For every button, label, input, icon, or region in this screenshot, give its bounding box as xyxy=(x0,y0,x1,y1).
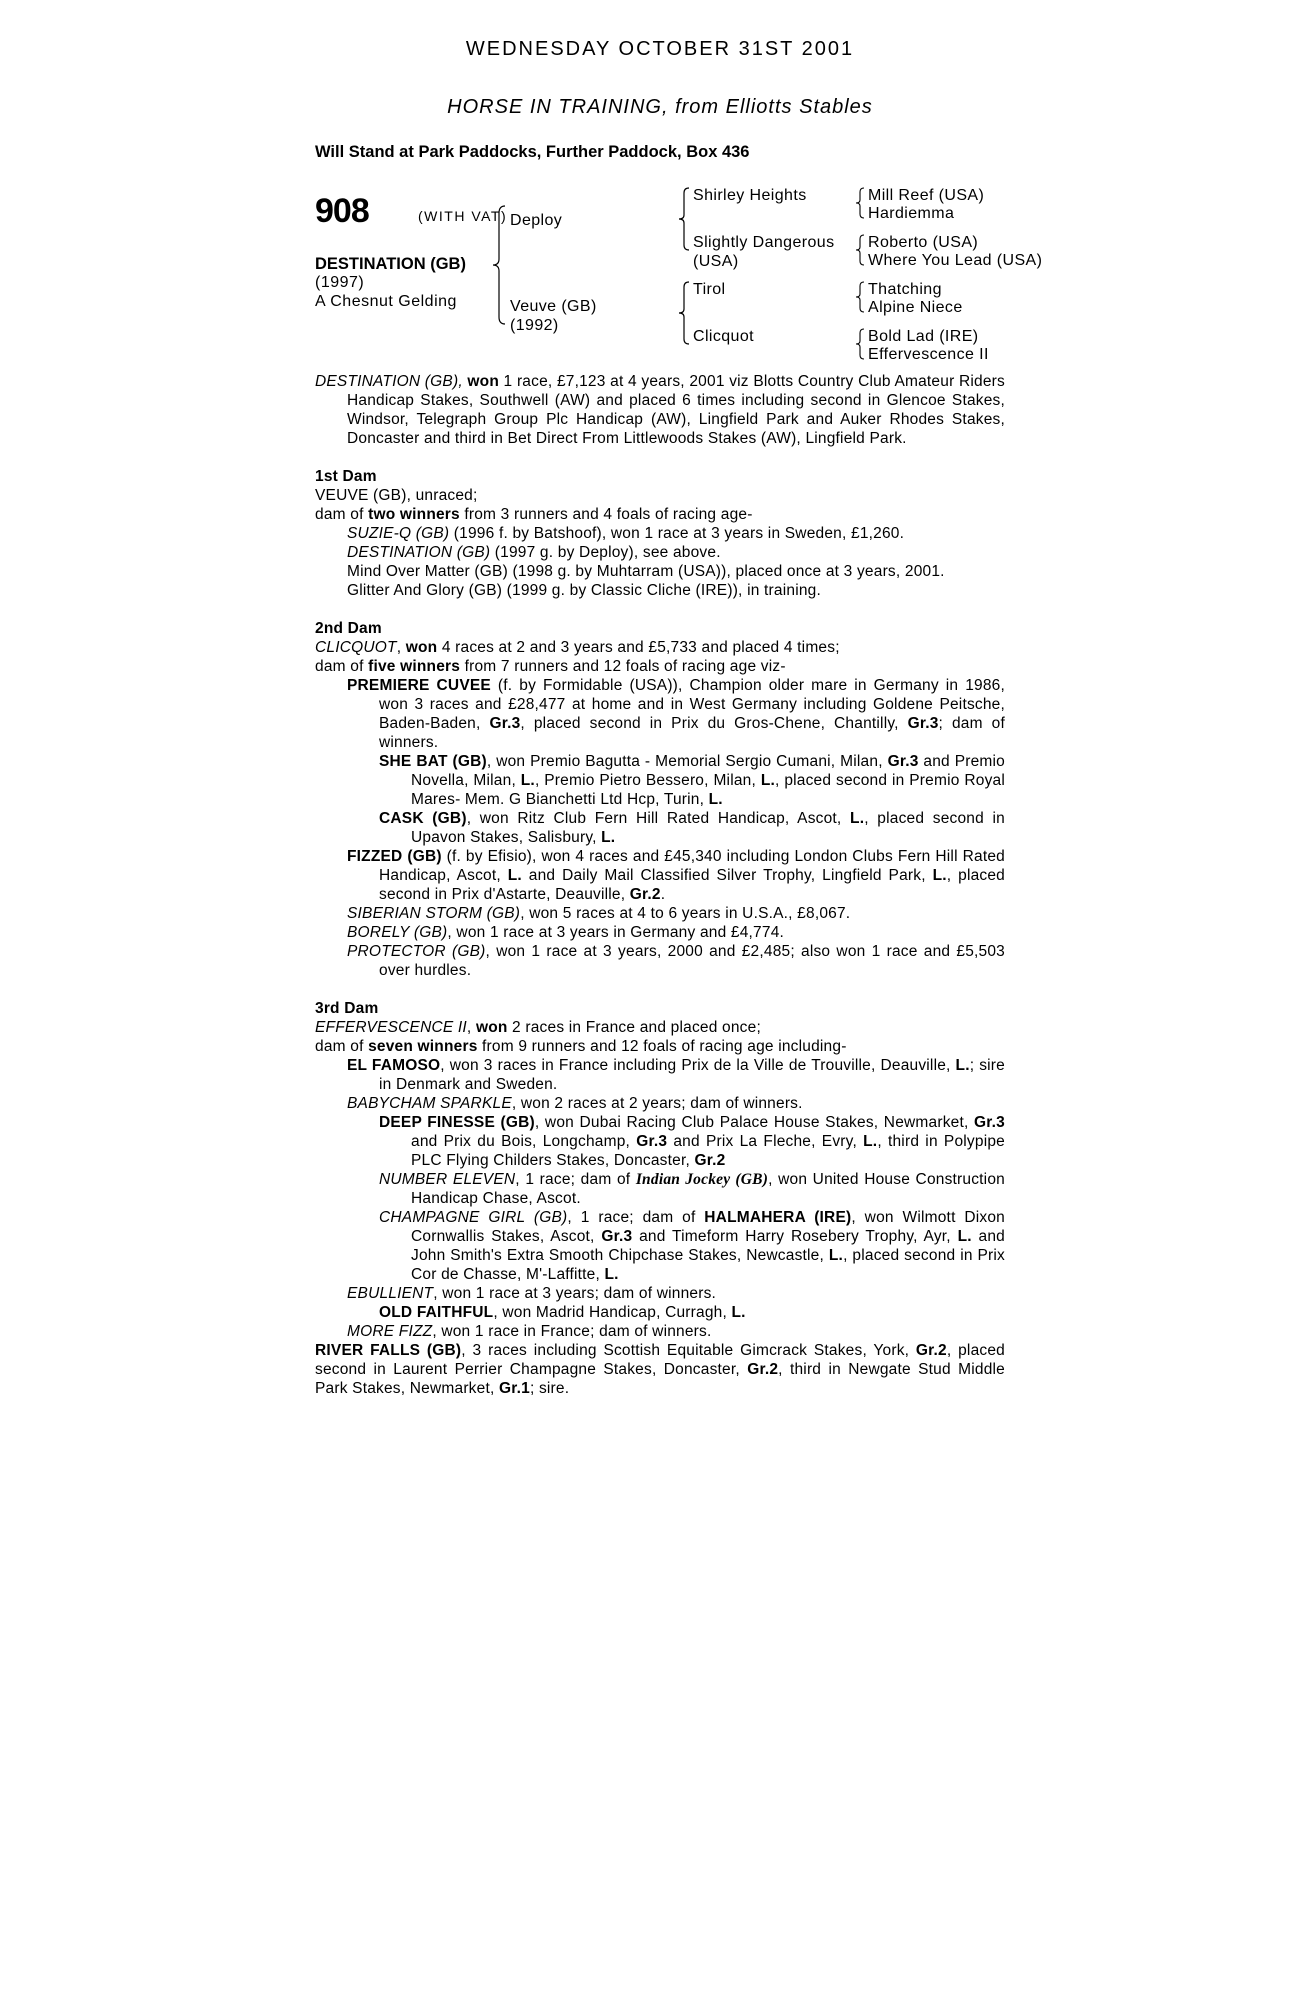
pedigree-brace-gen2-upper xyxy=(675,0,676,1)
first-dam-heading: 1st Dam xyxy=(315,468,377,485)
stand-location: Will Stand at Park Paddocks, Further Paddock, Box 436 xyxy=(315,143,750,161)
horse-description: A Chesnut Gelding xyxy=(315,293,457,310)
foal-entry: SUZIE-Q (GB) (1996 f. by Batshoof), won 1 race at 3 years in Sweden, £1,260. xyxy=(347,525,905,542)
produce-entry: EL FAMOSO, won 3 races in France including Prix de la Ville de Trouville, Deauville, L.; sire in Denmark and Sweden. xyxy=(347,1057,1005,1093)
third-dam-produce-summary: dam of seven winners from 9 runners and 12 foals of racing age including- xyxy=(315,1038,847,1055)
pedigree-gen3-1: Mill Reef (USA) xyxy=(868,187,985,204)
first-dam-line: VEUVE (GB), unraced; xyxy=(315,487,478,504)
pedigree-brace-sire xyxy=(678,187,690,251)
pedigree-gen3-4: Where You Lead (USA) xyxy=(868,252,1043,269)
third-dam-line: EFFERVESCENCE II, won 2 races in France and placed once; xyxy=(315,1019,761,1036)
produce-entry: CHAMPAGNE GIRL (GB), 1 race; dam of HALMAHERA (IRE), won Wilmott Dixon Cornwallis Stakes, Ascot, Gr.3 and Timeform Harry Rosebery Trophy, Ayr, L. and John Smith's Extra Smooth Chipchase Stakes, Newcastle, L., placed second in Prix Cor de Chasse, M'-Laffitte, L. xyxy=(379,1209,1006,1283)
pedigree-sire-sire: Shirley Heights xyxy=(693,187,807,204)
pedigree-brace-4 xyxy=(855,328,865,360)
produce-entry: FIZZED (GB) (f. by Efisio), won 4 races and £45,340 including London Clubs Fern Hill Rated Handicap, Ascot, L. and Daily Mail Classified Silver Trophy, Lingfield Park, L., placed second in Prix d'Astarte, Deauville, Gr.2. xyxy=(347,848,1006,903)
second-dam-line: CLICQUOT, won 4 races at 2 and 3 years and £5,733 and placed 4 times; xyxy=(315,639,840,656)
pedigree-sire: Deploy xyxy=(510,212,563,229)
pedigree-dam: Veuve (GB) xyxy=(510,298,597,315)
produce-entry: PREMIERE CUVEE (f. by Formidable (USA)), Champion older mare in Germany in 1986, won 3 races and £28,477 at home and in West Germany including Goldene Peitsche, Baden-Baden, Gr.3, placed second in Prix du Gros-Chene, Chantilly, Gr.3; dam of winners. xyxy=(347,677,1006,751)
vat-note: (WITH VAT) xyxy=(418,208,508,224)
second-dam-heading: 2nd Dam xyxy=(315,620,382,637)
produce-entry: SHE BAT (GB), won Premio Bagutta - Memorial Sergio Cumani, Milan, Gr.3 and Premio Novella, Milan, L., Premio Pietro Bessero, Milan, L., placed second in Premio Royal Mares- Mem. G Bianchetti Ltd Hcp, Turin, L. xyxy=(379,753,1005,808)
pedigree-gen3-6: Alpine Niece xyxy=(868,299,963,316)
pedigree-brace-dam xyxy=(678,281,690,345)
produce-entry: CASK (GB), won Ritz Club Fern Hill Rated Handicap, Ascot, L., placed second in Upavon Stakes, Salisbury, L. xyxy=(379,810,1005,846)
produce-entry: BORELY (GB), won 1 race at 3 years in Germany and £4,774. xyxy=(347,924,785,941)
pedigree-brace-main xyxy=(492,205,506,325)
pedigree-sire-dam-origin: (USA) xyxy=(693,253,739,270)
produce-entry: SIBERIAN STORM (GB), won 5 races at 4 to 6 years in U.S.A., £8,067. xyxy=(347,905,851,922)
pedigree-brace-2 xyxy=(855,234,865,266)
sale-date: WEDNESDAY OCTOBER 31ST 2001 xyxy=(465,38,855,60)
pedigree-gen3-3: Roberto (USA) xyxy=(868,234,979,251)
produce-entry: OLD FAITHFUL, won Madrid Handicap, Curragh, L. xyxy=(379,1304,746,1321)
pedigree-brace-3 xyxy=(855,281,865,313)
produce-entry: RIVER FALLS (GB), 3 races including Scottish Equitable Gimcrack Stakes, York, Gr.2, placed second in Laurent Perrier Champagne Stakes, Doncaster, Gr.2, third in Newgate Stud Middle Park Stakes, Newmarket, Gr.1; sire. xyxy=(315,1342,1005,1397)
catalogue-body xyxy=(315,372,1005,1398)
foal-entry: Glitter And Glory (GB) (1999 g. by Classic Cliche (IRE)), in training. xyxy=(347,582,821,599)
lot-number: 908 xyxy=(315,192,369,230)
pedigree-dam-year: (1992) xyxy=(510,317,559,334)
produce-entry: PROTECTOR (GB), won 1 race at 3 years, 2000 and £2,485; also won 1 race and £5,503 over hurdles. xyxy=(347,943,1005,979)
pedigree-dam-sire: Tirol xyxy=(693,281,726,298)
produce-entry: NUMBER ELEVEN, 1 race; dam of Indian Jockey (GB), won United House Construction Handicap Chase, Ascot. xyxy=(379,1171,1005,1207)
pedigree-gen3-7: Bold Lad (IRE) xyxy=(868,328,979,345)
foal-entry: Mind Over Matter (GB) (1998 g. by Muhtarram (USA)), placed once at 3 years, 2001. xyxy=(347,563,945,580)
produce-entry: DEEP FINESSE (GB), won Dubai Racing Club Palace House Stakes, Newmarket, Gr.3 and Prix du Bois, Longchamp, Gr.3 and Prix La Fleche, Evry, L., third in Polypipe PLC Flying Childers Stakes, Doncaster, Gr.2 xyxy=(379,1114,1005,1169)
pedigree-gen3-8: Effervescence II xyxy=(868,346,989,363)
third-dam-heading: 3rd Dam xyxy=(315,1000,379,1017)
horse-year: (1997) xyxy=(315,274,365,291)
produce-entry: EBULLIENT, won 1 race at 3 years; dam of winners. xyxy=(347,1285,717,1302)
horse-name: DESTINATION (GB) xyxy=(315,255,466,273)
consignor-line: HORSE IN TRAINING, from Elliotts Stables xyxy=(447,96,873,118)
pedigree-gen3-2: Hardiemma xyxy=(868,205,955,222)
pedigree-gen3-5: Thatching xyxy=(868,281,942,298)
produce-entry: MORE FIZZ, won 1 race in France; dam of winners. xyxy=(347,1323,712,1340)
foal-entry: DESTINATION (GB) (1997 g. by Deploy), see above. xyxy=(347,544,721,561)
second-dam-produce-summary: dam of five winners from 7 runners and 12 foals of racing age viz- xyxy=(315,658,786,675)
pedigree-dam-dam: Clicquot xyxy=(693,328,755,345)
first-dam-produce-summary: dam of two winners from 3 runners and 4 foals of racing age- xyxy=(315,506,753,523)
race-record: DESTINATION (GB), won 1 race, £7,123 at 4 years, 2001 viz Blotts Country Club Amateur Riders Handicap Stakes, Southwell (AW) and placed 6 times including second in Glencoe Stakes, Windsor, Telegraph Group Plc Handicap (AW), Lingfield Park and Auker Rhodes Stakes, Doncaster and third in Bet Direct From Littlewoods Stakes (AW), Lingfield Park. xyxy=(315,373,1005,447)
produce-entry: BABYCHAM SPARKLE, won 2 races at 2 years; dam of winners. xyxy=(347,1095,803,1112)
pedigree-brace-1 xyxy=(855,187,865,219)
pedigree-sire-dam: Slightly Dangerous xyxy=(693,234,835,251)
